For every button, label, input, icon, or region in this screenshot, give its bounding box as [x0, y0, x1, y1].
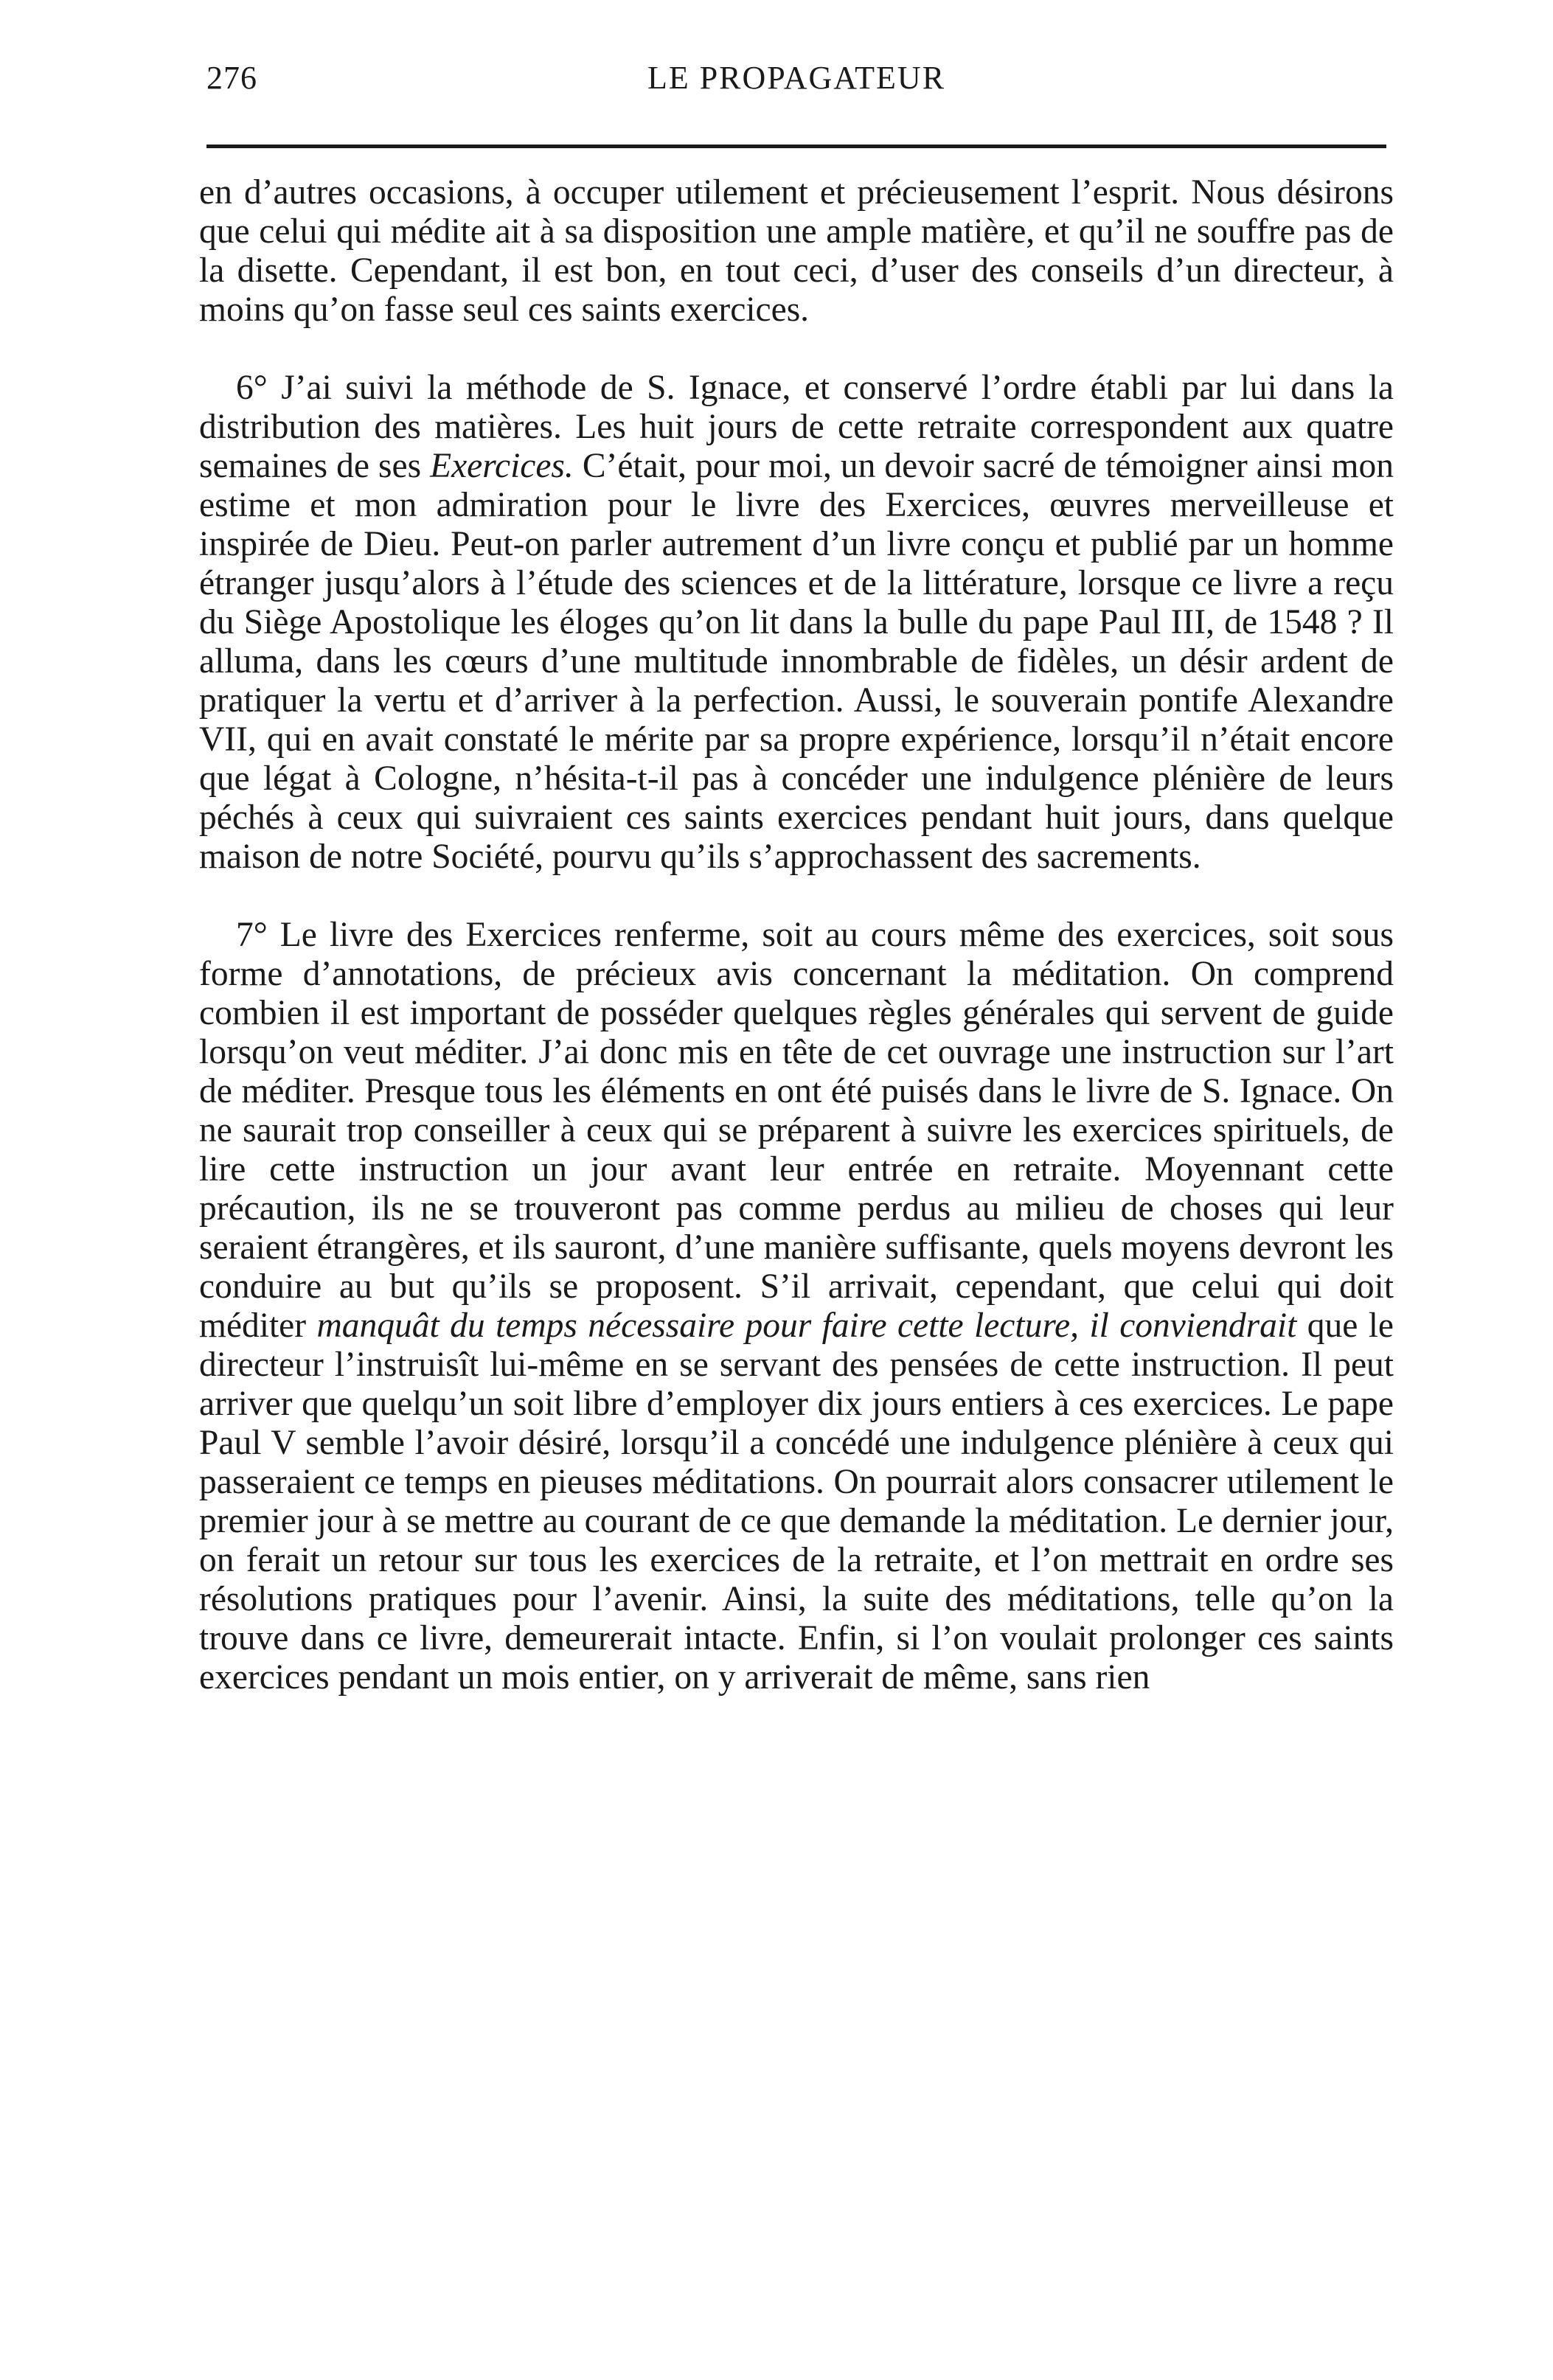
paragraph-text-a: 6° J’ai suivi la méthode de S. Ignace, et conservé l’ordre établi par lui dans la distribution des matières. Les huit jours de cette retraite correspondent aux quatre semaines de ses [199, 369, 1394, 485]
paragraph-7 [199, 916, 1394, 1697]
paragraph-text: en d’autres occasions, à occuper utilement et précieusement l’esprit. Nous désirons que celui qui médite ait à sa disposition une ample matière, et qu’il ne souffre pas de la disette. Cependant, il est bon, en tout ceci, d’user des conseils d’un directeur, à moins qu’on fasse seul ces saints exercices. [199, 173, 1394, 329]
paragraph-6 [199, 369, 1394, 877]
paragraph-continuation [199, 173, 1394, 330]
page [199, 59, 1394, 1697]
paragraph-italic: manquât du temps nécessaire pour faire cette lecture, il conviendrait [316, 1306, 1297, 1345]
paragraph-text-b: C’était, pour moi, un devoir sacré de témoigner ainsi mon estime et mon admiration pour le livre des Exercices, œuvres merveilleuse et inspirée de Dieu. Peut-on parler autrement d’un livre conçu et publié par un homme étranger jusqu’alors à l’étude des sciences et de la littérature, lorsque ce livre a reçu du Siège Apostolique les éloges qu’on lit dans la bulle du pape Paul III, de 1548 ? Il alluma, dans les cœurs d’une multitude innombrable de fidèles, un désir ardent de pratiquer la vertu et d’arriver à la perfection. Aussi, le souverain pontife Alexandre VII, qui en avait constaté le mérite par sa propre expérience, lorsqu’il n’était encore que légat à Cologne, n’hésita-t-il pas à concéder une indulgence plénière de leurs péchés à ceux qui suivraient ces saints exercices pendant huit jours, dans quelque maison de notre Société, pourvu qu’ils s’approchassent des sacrements. [199, 447, 1394, 876]
header-rule [206, 145, 1386, 148]
page-number: 276 [206, 60, 257, 96]
paragraph-text-b: que le directeur l’instruisît lui-même en se servant des pensées de cette instruction. Il peut arriver que quelqu’un soit libre d’employer dix jours entiers à ces exercices. Le pape Paul V semble l’avoir désiré, lorsqu’il a concédé une indulgence plénière à ceux qui passeraient ce temps en pieuses méditations. On pourrait alors consacrer utilement le premier jour à se mettre au courant de ce que demande la méditation. Le dernier jour, on ferait un retour sur tous les exercices de la retraite, et l’on mettrait en ordre ses résolutions pratiques pour l’avenir. Ainsi, la suite des méditations, telle qu’on la trouve dans ce livre, demeurerait intacte. Enfin, si l’on voulait prolonger ces saints exercices pendant un mois entier, on y arriverait de même, sans rien [199, 1306, 1394, 1697]
paragraph-text-a: 7° Le livre des Exercices renferme, soit au cours même des exercices, soit sous forme d’annotations, de précieux avis concernant la méditation. On comprend combien il est important de posséder quelques règles générales qui servent de guide lorsqu’on veut méditer. J’ai donc mis en tête de cet ouvrage une instruction sur l’art de méditer. Presque tous les éléments en ont été puisés dans le livre de S. Ignace. On ne saurait trop conseiller à ceux qui se préparent à suivre les exercices spirituels, de lire cette instruction un jour avant leur entrée en retraite. Moyennant cette précaution, ils ne se trouveront pas comme perdus au milieu de choses qui leur seraient étrangères, et ils sauront, d’une manière suffisante, quels moyens devront les conduire au but qu’ils se proposent. S’il arrivait, cependant, que celui qui doit méditer [199, 916, 1394, 1345]
body-text [199, 173, 1394, 1697]
running-title: LE PROPAGATEUR [647, 60, 946, 96]
page-header [199, 59, 1394, 111]
paragraph-italic: Exercices. [430, 447, 574, 485]
